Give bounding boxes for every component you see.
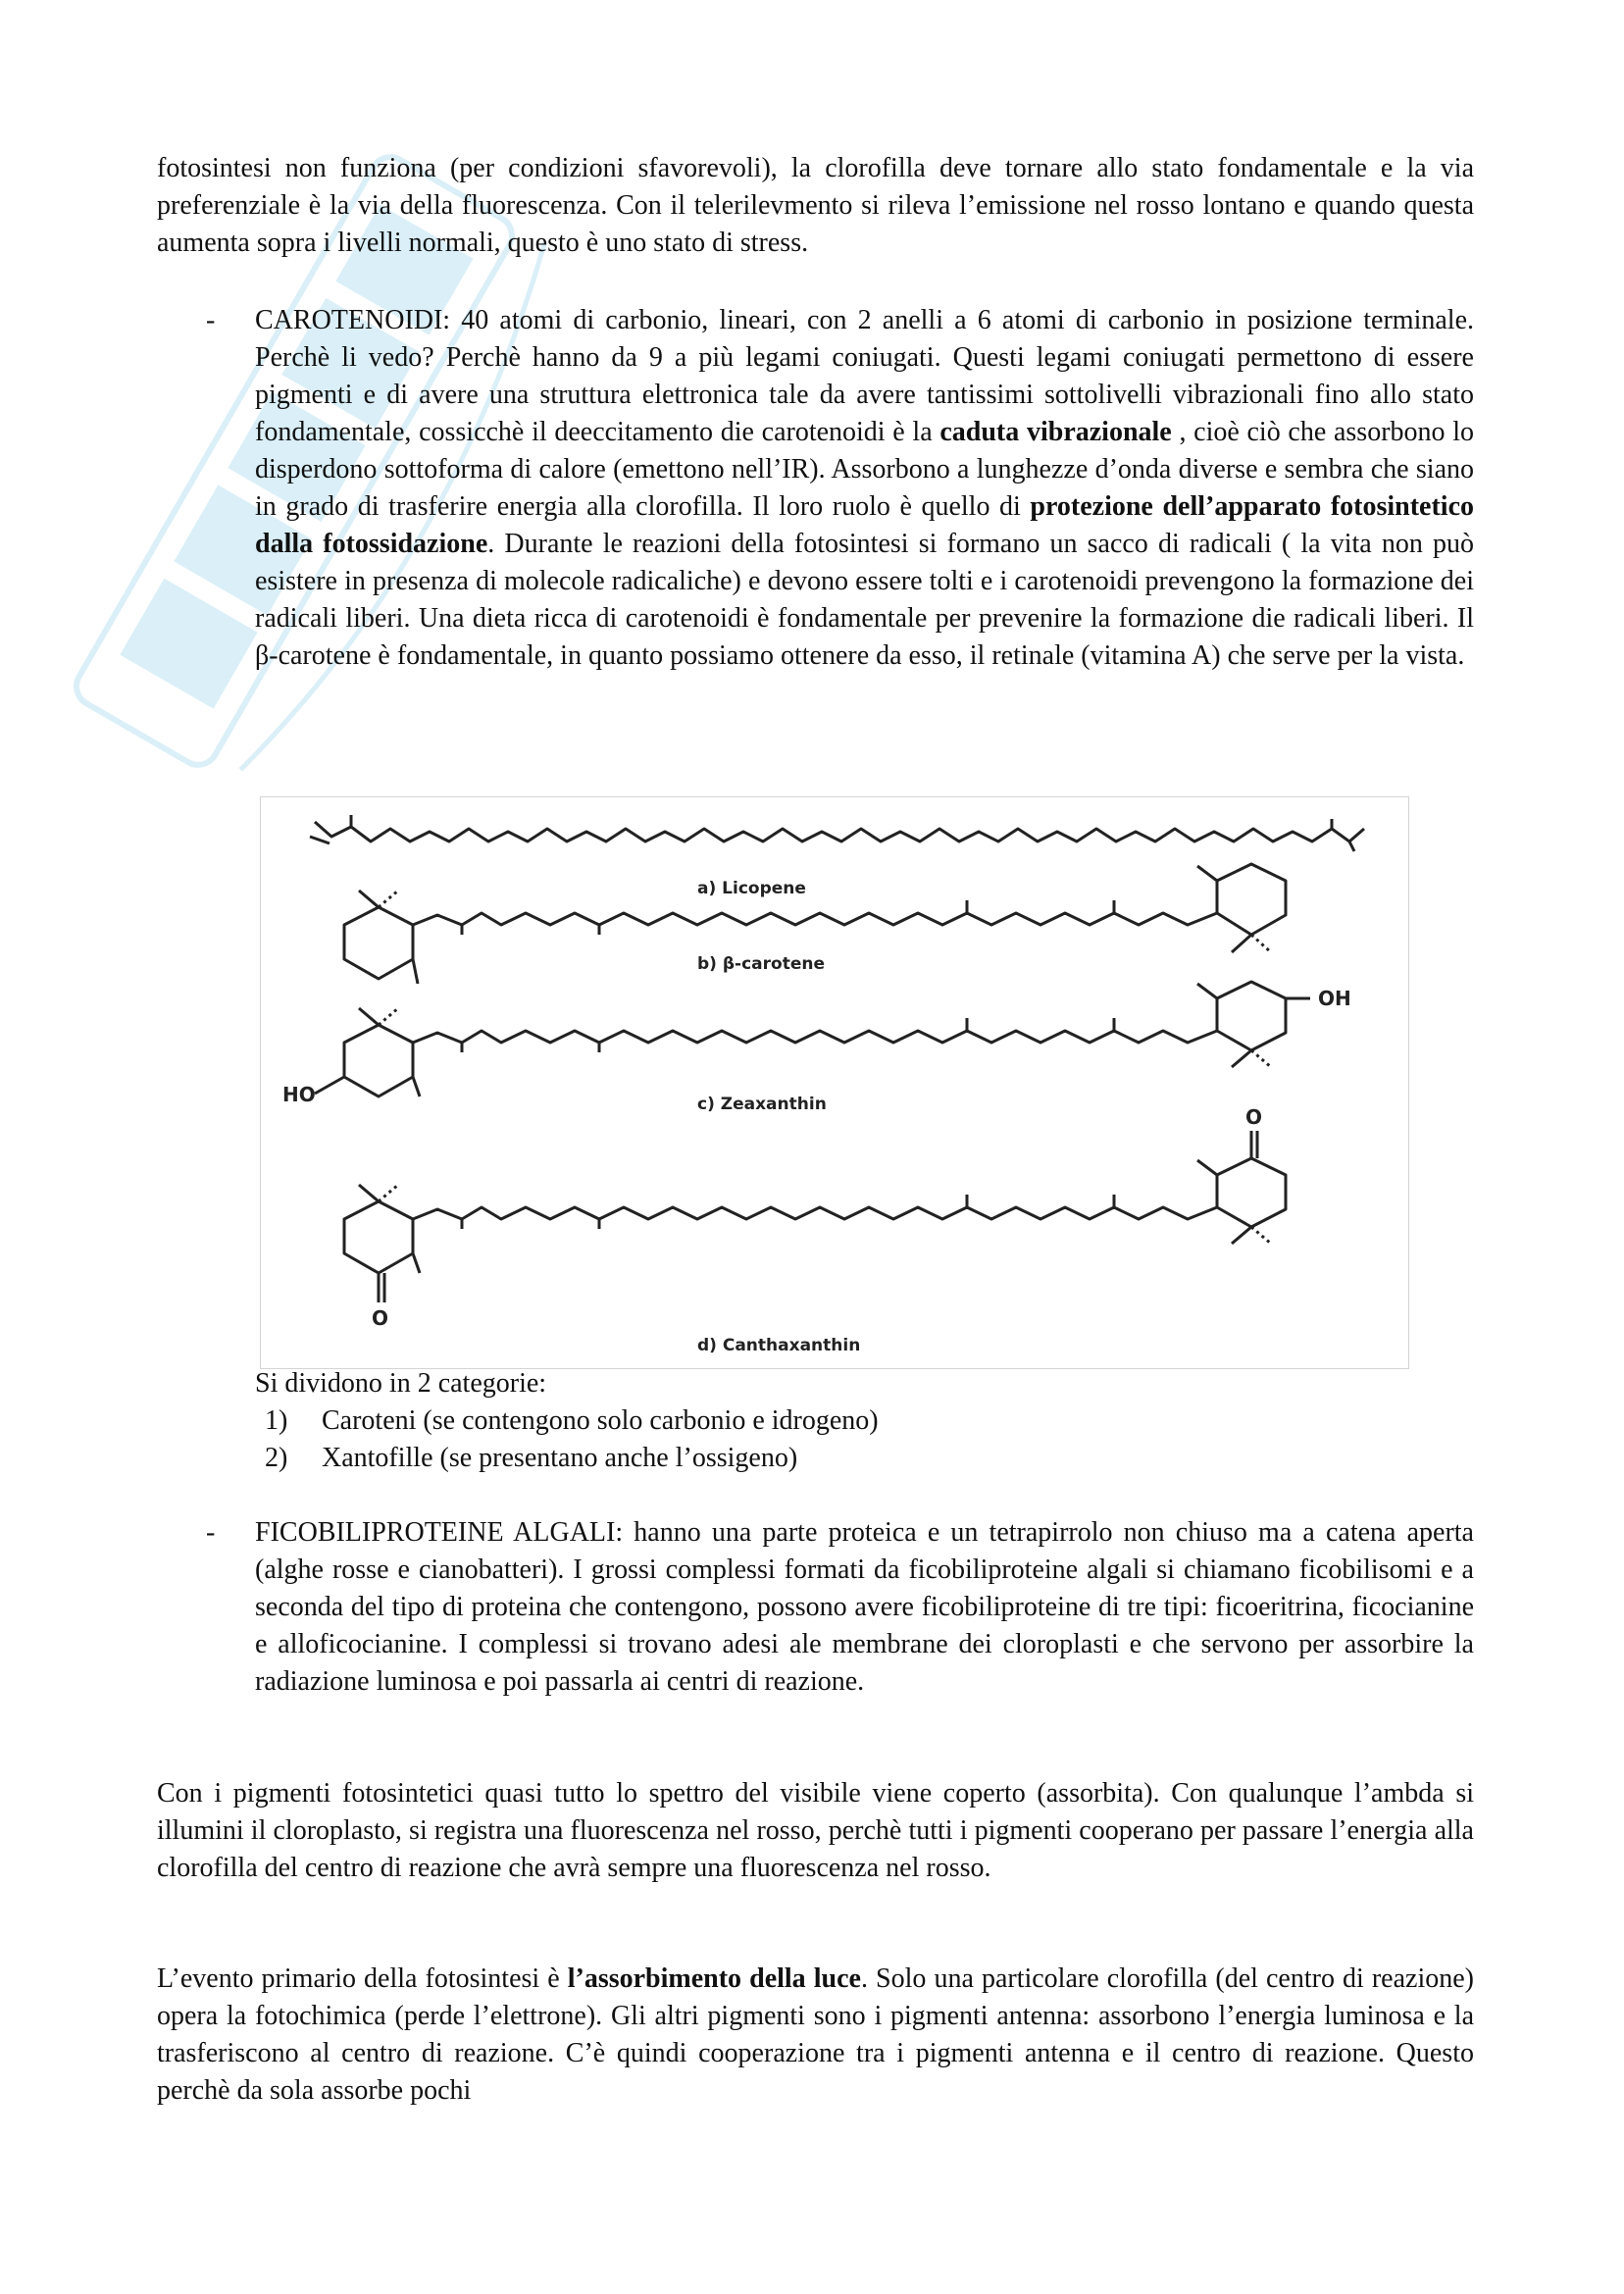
beta-carotene-left-ring [344, 907, 413, 979]
list-item-carotenoidi [157, 302, 1474, 675]
zeaxanthin-chain [413, 1031, 1217, 1043]
canthaxanthin-right-ring [1217, 1158, 1286, 1227]
categorie-list [255, 1365, 1432, 1477]
keto-o-right: O [1245, 1105, 1263, 1129]
list-item-ficobiliproteine [157, 1514, 1474, 1701]
canthaxanthin-left-ring [344, 1201, 413, 1273]
bullet-dash: - [206, 1517, 216, 1548]
item-number: 2) [265, 1443, 288, 1473]
p3-text-1: L’evento primario della fotosintesi è [157, 1963, 568, 1994]
licopene-chain [315, 822, 1364, 841]
categorie-intro: Si dividono in 2 categorie: [255, 1368, 547, 1399]
paragraph-fluorescenza: fotosintesi non funziona (per condizioni sfavorevoli), la clorofilla deve tornare allo stato fondamentale e la via preferenziale è la via della fluorescenza. Con il telerilevmento si rileva l’emissione nel rosso lontano e quando questa aumenta sopra i livelli normali, questo è uno stato di stress. [157, 153, 1474, 258]
label-zeaxanthin: c) Zeaxanthin [697, 1095, 827, 1114]
item-text: Caroteni (se contengono solo carbonio e idrogeno) [322, 1405, 879, 1436]
oh-group: OH [1318, 987, 1351, 1010]
ficobiliproteine-text: FICOBILIPROTEINE ALGALI: hanno una parte proteica e un tetrapirrolo non chiuso ma a catena aperta (alghe rosse e cianobatteri). I grossi complessi formati da ficobiliproteine algali si chiamano ficobilisomi e a seconda del tipo di proteina che contengono, possono avere ficobiliproteine di tre tipi: ficoeritrina, ficocianine e alloficocianine. I complessi si trovano adesi ale membrane dei cloroplasti e che servono per assorbire la radiazione luminosa e poi passarla ai centri di reazione. [255, 1517, 1474, 1697]
structures-svg [261, 797, 1408, 1368]
paragraph-spettro: Con i pigmenti fotosintetici quasi tutto lo spettro del visibile viene coperto (assorbita). Con qualunque l’ambda si illumini il cloroplasto, si registra una fluorescenza nel rosso, perchè tutti i pigmenti cooperano per passare l’energia alla clorofilla del centro di reazione che avrà sempre una fluorescenza nel rosso. [157, 1778, 1474, 1883]
label-canthaxanthin: d) Canthaxanthin [697, 1336, 861, 1355]
carotenoidi-text-2: , cioè ciò che assorbono lo disperdono sottoforma di calore (emettono nell’IR). Assorbono a lunghezze d’onda diverse e sembra che siano in grado di trasferire energia alla clorofilla. Il loro ruolo è quello di [255, 417, 1474, 522]
label-beta-carotene: b) β-carotene [697, 954, 825, 974]
label-licopene: a) Licopene [697, 879, 806, 898]
categoria-item [255, 1402, 1432, 1440]
zeaxanthin-left-ring [344, 1025, 413, 1096]
categoria-item [255, 1440, 1432, 1477]
carotenoidi-text-1: CAROTENOIDI: 40 atomi di carbonio, lineari, con 2 anelli a 6 atomi di carbonio in posizione terminale. Perchè li vedo? Perchè hanno da 9 a più legami coniugati. Questi legami coniugati permettono di essere pigmenti e di avere una struttura elettronica tale da avere tantissimi sottolivelli vibrazionali fino allo stato fondamentale, cossicchè il deeccitamento die carotenoidi è la [255, 305, 1474, 447]
zeaxanthin-right-ring [1217, 982, 1286, 1050]
bold-caduta-vibrazionale: caduta vibrazionale [939, 417, 1172, 447]
keto-o-left: O [372, 1306, 389, 1330]
ho-group: HO [282, 1083, 316, 1106]
bold-assorbimento-luce: l’assorbimento della luce [567, 1963, 861, 1994]
canthaxanthin-chain [413, 1207, 1217, 1219]
item-number: 1) [265, 1405, 288, 1436]
carotenoidi-text [255, 302, 1474, 675]
p3-text-2: . Solo una particolare clorofilla (del centro di reazione) opera la fotochimica (perde l’elettrone). Gli altri pigmenti sono i pigmenti antenna: assorbono l’energia luminosa e la trasferiscono al centro di reazione. C’è quindi cooperazione tra i pigmenti antenna e il centro di reazione. Questo perchè da sola assorbe pochi [157, 1963, 1474, 2106]
beta-carotene-chain [413, 913, 1217, 925]
item-text: Xantofille (se presentano anche l’ossigeno) [322, 1443, 798, 1473]
beta-carotene-right-ring [1217, 864, 1286, 935]
paragraph-evento-primario [157, 1961, 1474, 2110]
carotenoidi-text-3: . Durante le reazioni della fotosintesi si formano un sacco di radicali ( la vita non può esistere in presenza di molecole radicaliche) e devono essere tolti e i carotenoidi prevengono la formazione dei radicali liberi. Una dieta ricca di carotenoidi è fondamentale per prevenire la formazione die radicali liberi. Il β-carotene è fondamentale, in quanto possiamo ottenere da esso, il retinale (vitamina A) che serve per la vista. [255, 529, 1474, 671]
bullet-dash: - [206, 305, 216, 335]
carotenoid-structures-figure [260, 796, 1409, 1369]
bold-protezione: protezione dell’apparato fotosintetico dalla fotossidazione [255, 491, 1474, 559]
